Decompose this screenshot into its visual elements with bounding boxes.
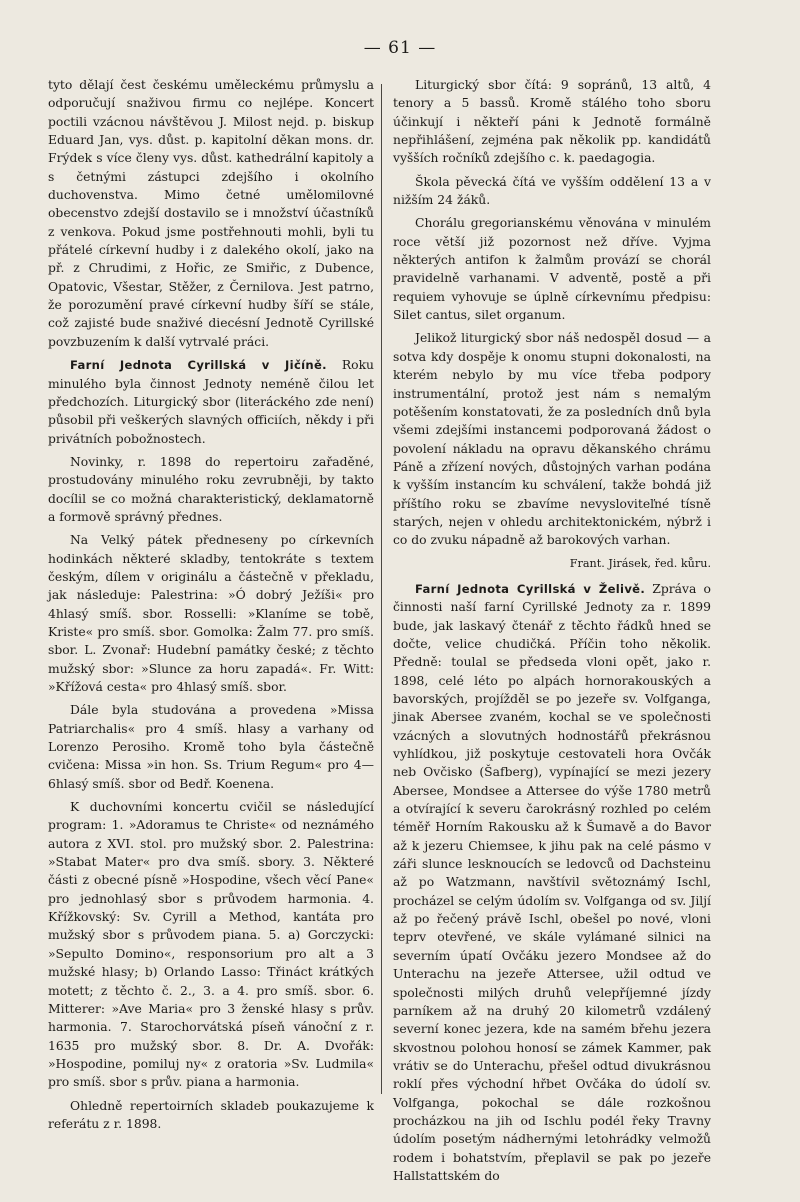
paragraph: Chorálu gregorianskému věnována v minulém roce větší již pozornost než dříve. Vyjma některých antifon k žalmům provází se chorál pravidelně varhanami. V adventě, postě a při requiem vyhovuje se úplně církevnímu předpisu: Silet cantus, silet organum.	[393, 216, 711, 323]
paragraph: Ohledně repertoirních skladeb poukazujeme k referátu z r. 1898.	[48, 1098, 374, 1131]
section-heading-jicin: Farní Jednota Cyrillská v Jičíně.	[70, 358, 327, 373]
section-heading-zelive: Farní Jednota Cyrillská v Želivě.	[415, 581, 646, 596]
section-paragraph-jicin	[48, 356, 374, 448]
paragraph: Dále byla studována a provedena »Missa Patriarchalis« pro 4 smíš. hlasy a varhany od Lorenzo Perosiho. Kromě toho byla částečně cvičena: Missa »in hon. Ss. Trium Regum« pro 4—6hlasý smíš. sbor od Bedř. Koenena.	[48, 703, 374, 791]
section-paragraph-zelive	[393, 580, 711, 1185]
paragraph: K duchovními koncertu cvičil se následující program: 1. »Adoramus te Christe« od neznámého autora z XVI. stol. pro mužský sbor. 2. Palestrina: »Stabat Mater« pro dva smíš. sbory. 3. Některé části z obecné písně »Hospodine, všech věcí Pane« pro jednohlasý sbor s průvodem harmonia. 4. Křížkovský: Sv. Cyrill a Method, kantáta pro mužský sbor s průvodem piana. 5. a) Gorczycki: »Sepulto Domino«, responsorium pro alt a 3 mužské hlasy; b) Orlando Lasso: Třináct krátkých motett; z těchto č. 2., 3. a 4. pro smíš. sbor. 6. Mitterer: »Ave Maria« pro 3 ženské hlasy s prův. harmonia. 7. Starochorvátská píseň vánoční z r. 1635 pro mužský sbor. 8. Dr. A. Dvořák: »Hospodine, pomiluj ny« z oratoria »Sv. Ludmila« pro smíš. sbor s prův. piana a harmonia.	[48, 800, 374, 1090]
page-number: — 61 —	[363, 38, 437, 58]
section-text: Roku minulého byla činnost Jednoty neméně čilou let předchozích. Liturgický sbor (literáckého zde není) působil při veškerých slavných officiích, někdy i při privátních pobožnostech.	[48, 358, 374, 446]
section-text: Zpráva o činnosti naší farní Cyrillské Jednoty za r. 1899 bude, jak laskavý čtenář z těchto řádků hned se dočte, velice chudičká. Příčin toho několik. Předně: toulal se předseda vloni opět, jako r. 1898, celé léto po alpách hornorakouských a bavorských, projížděl se po jezeře sv. Volfganga, jinak Abersee zvaném, kochal se ve společnosti vzácných a slovutných hodnostářů překrásnou vyhlídkou, již poskytuje cestovateli hora Ovčák neb Ovčisko (Šafberg), vypínající se mezi jezery Abersee, Mondsee a Attersee do výše 1780 metrů a otvírající k severu čarokrásný rozhled po celém téměř Horním Rakousku až k Šumavě a do Bavor až k jezeru Chiemsee, k jihu pak na celé pásmo v záři slunce lesknoucích se ledovců od Dachsteinu až po Watzmann, navštívil světoznámý Ischl, procházel se celým údolím sv. Volfganga od sv. Jiljí až po řečený právě Ischl, obešel po nové, vloni teprv otevřené, ve skále vylámané silnici na severním úpatí Ovčáku jezero Mondsee až do Unterachu na jezeře Attersee, užil odtud ve společnosti milých druhů velepříjemné jízdy parníkem až na druhý 20 kilometrů vzdálený severní konec jezera, kde na samém břehu jezera skvostnou polohou honosí se zámek Kammer, pak vrátiv se do Unterachu, přešel odtud divukrásnou roklí přes východní hřbet Ovčáka do údolí sv. Volfganga, pokochal se dále rozkošnou procházkou na jih od Ischlu podél řeky Travny údolím posetým nádhernými letohrádky velmožů rodem i bohatstvím, přeplavil se pak po jezeře Hallstattském do	[393, 581, 711, 1183]
paragraph: Novinky, r. 1898 do repertoiru zařaděné, prostudovány minulého roku zevrubněji, by takto docílil se co možná charakteristický, deklamatorně a formově správný přednes.	[48, 454, 374, 524]
column-divider	[381, 84, 382, 1094]
paragraph: Škola pěvecká čítá ve vyšším oddělení 13 a v nižším 24 žáků.	[393, 174, 711, 208]
signature: Frant. Jirásek, řed. kůru.	[569, 556, 711, 570]
paragraph: tyto dělají čest českému uměleckému průmyslu a odporučují snaživou firmu co nejlépe. Koncert poctili vzácnou návštěvou J. Milost nejd. p. biskup Eduard Jan, vys. důst. p. kapitolní děkan mons. dr. Frýdek s více členy vys. důst. kathedrální kapitoly a s četnými zástupci zdejšího i okolního duchovenstva. Mimo četné umělomilovné obecenstvo zdejší dostavilo se i množství účastníků z venkova. Pokud jsme postřehnouti mohli, byli tu přátelé církevní hudby i z dalekého okolí, jako na př. z Chrudimi, z Hořic, ze Smiřic, z Dubence, Opatovic, Všestar, Stěžer, z Černilova. Jest patrno, že porozumění pravé církevní hudby šíří se stále, což zajisté bude snaživé diecésní Jednotě Cyrillské povzbuzením k další vytrvalé práci.	[48, 78, 374, 349]
paragraph: Na Velký pátek předneseny po církevních hodinkách některé skladby, tentokráte s textem českým, dílem v originálu a částečně v překladu, jak následuje: Palestrina: »Ó dobrý Ježíši« pro 4hlasý smíš. sbor. Rosselli: »Klaníme se tobě, Kriste« pro smíš. sbor. Gomolka: Žalm 77. pro smíš. sbor. L. Zvonař: Hudební památky české; z těchto mužský sbor: »Slunce za horu zapadá«. Fr. Witt: »Křížová cesta« pro 4hlasý smíš. sbor.	[48, 533, 374, 694]
right-column	[393, 76, 711, 1190]
paragraph: Jelikož liturgický sbor náš nedospěl dosud — a sotva kdy dospěje k onomu stupni dokonalosti, na kterém nebylo by mu více třeba podpory instrumentální, protož jest nám s nemalým potěšením konstatovati, že za posledních dnů byla všemi zdejšími instancemi podporovaná žádost o povolení nákladu na opravu děkanského chrámu Páně a zřízení nových, důstojných varhan podána k vyšším instancím ku schválení, takže bohdá již příštího roku se zbavíme nevysloviteľné tísně starých, nejen v ohledu architektonickém, nýbrž i co do zvuku nápadně až barokových varhan.	[393, 331, 711, 548]
paragraph: Liturgický sbor čítá: 9 sopránů, 13 altů, 4 tenory a 5 bassů. Kromě stálého toho sboru účinkují i někteří páni k Jednotě formálně nepřihlášení, zejména pak několik pp. kandidátů vyšších ročníků zdejšího c. k. paedagogia.	[393, 78, 711, 166]
left-column	[48, 76, 374, 1138]
